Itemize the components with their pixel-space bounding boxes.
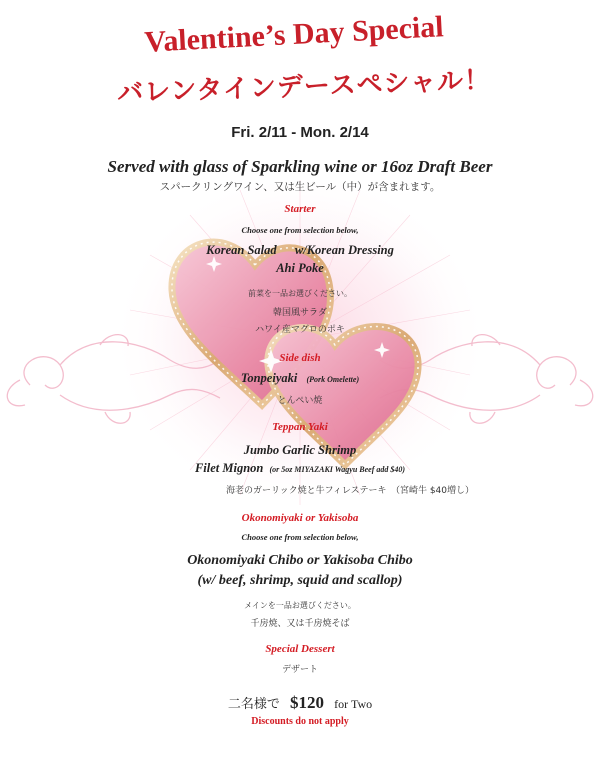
starter-instruction: Choose one from selection below, bbox=[241, 225, 359, 235]
price-prefix-japanese: 二名様で bbox=[227, 697, 280, 712]
date-range: Fri. 2/11 - Mon. 2/14 bbox=[231, 124, 369, 141]
starter-item2-japanese: ハワイ産マグロのポキ bbox=[255, 325, 345, 335]
okonomiyaki-item-detail: (w/ beef, shrimp, squid and scallop) bbox=[197, 573, 403, 588]
title-japanese: バレンタインデースペシャル！ bbox=[116, 65, 492, 109]
starter-item1-japanese: 韓国風サラダ bbox=[273, 308, 327, 318]
dessert-heading: Special Dessert bbox=[265, 643, 335, 655]
served-with-text: Served with glass of Sparkling wine or 16oz Draft Beer bbox=[107, 157, 493, 176]
teppan-item2-name: Filet Mignon bbox=[194, 461, 264, 475]
side-dish-heading: Side dish bbox=[279, 352, 321, 364]
title-english: Valentine’s Day Special bbox=[143, 10, 445, 59]
discount-note: Discounts do not apply bbox=[251, 716, 349, 727]
teppan-japanese: 海老のガーリック焼と牛フィレステーキ （宮崎牛 $40増し） bbox=[225, 486, 474, 496]
okonomiyaki-japanese: 千房焼、又は千房焼そば bbox=[250, 619, 350, 629]
price-row bbox=[0, 693, 600, 713]
okonomiyaki-instruction-japanese: メインを一品お選びください。 bbox=[244, 601, 356, 610]
price-suffix: for Two bbox=[334, 697, 373, 711]
starter-item1-note: w/Korean Dressing bbox=[294, 243, 394, 257]
starter-item-ahi-poke: Ahi Poke bbox=[276, 261, 324, 275]
teppan-item-filet bbox=[0, 461, 600, 476]
side-dish-note: (Pork Omelette) bbox=[306, 375, 360, 384]
price-amount: $120 bbox=[290, 693, 325, 712]
teppan-item2-note: (or 5oz MIYAZAKI Wagyu Beef add $40) bbox=[269, 465, 406, 474]
starter-instruction-japanese: 前菜を一品お選びください。 bbox=[248, 289, 352, 298]
dessert-japanese: デザート bbox=[281, 665, 318, 675]
starter-heading: Starter bbox=[284, 203, 316, 215]
starter-item1-name: Korean Salad bbox=[206, 243, 277, 257]
side-dish-japanese: とんぺい焼 bbox=[277, 396, 323, 406]
side-dish-name: Tonpeiyaki bbox=[240, 371, 298, 385]
okonomiyaki-heading: Okonomiyaki or Yakisoba bbox=[241, 512, 359, 524]
teppan-yaki-heading: Teppan Yaki bbox=[272, 421, 328, 433]
served-with-japanese: スパークリングワイン、又は生ビール（中）が含まれます。 bbox=[159, 181, 441, 193]
okonomiyaki-instruction: Choose one from selection below, bbox=[241, 532, 359, 542]
side-dish-item bbox=[0, 371, 600, 386]
okonomiyaki-item: Okonomiyaki Chibo or Yakisoba Chibo bbox=[187, 553, 413, 568]
teppan-item-shrimp: Jumbo Garlic Shrimp bbox=[243, 443, 357, 457]
starter-item-korean-salad bbox=[0, 243, 600, 258]
